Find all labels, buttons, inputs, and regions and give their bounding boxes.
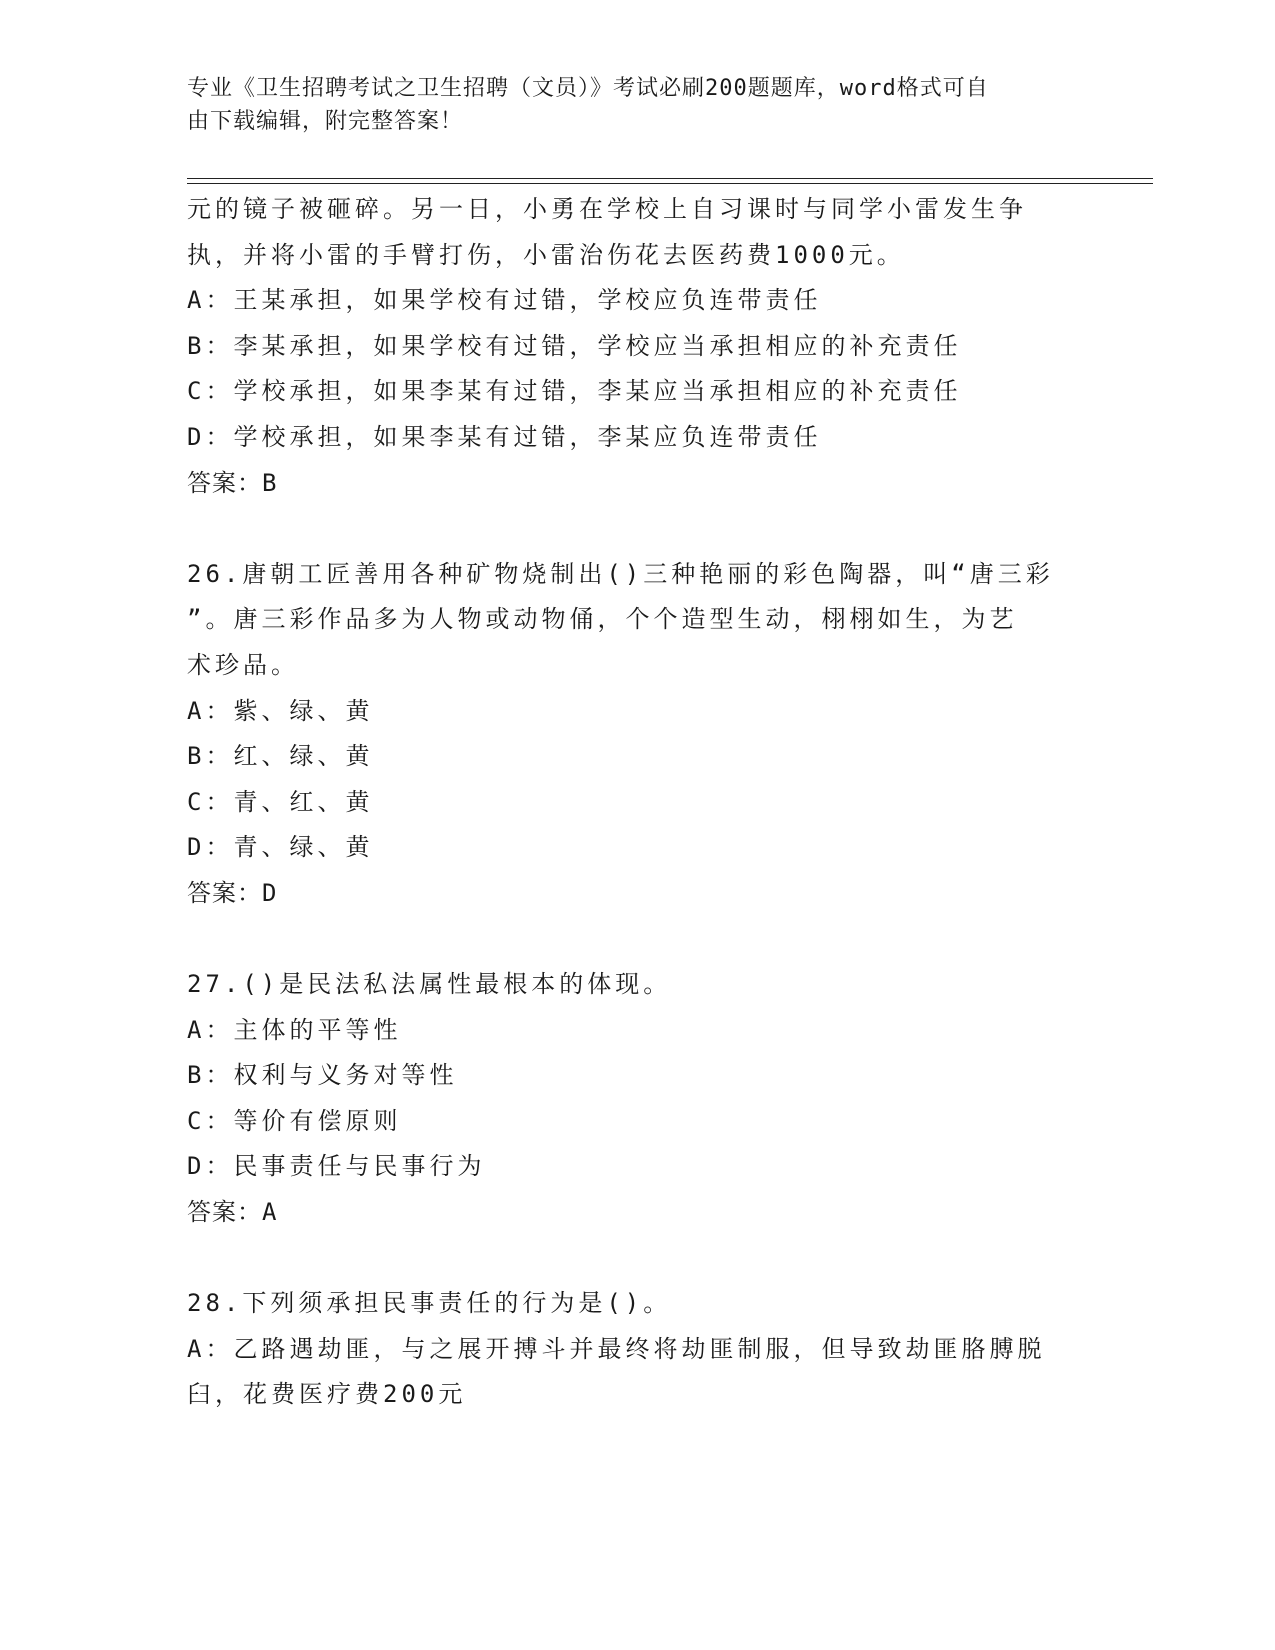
option-b: B：李某承担，如果学校有过错，学校应当承担相应的补充责任 <box>187 331 962 360</box>
question-28 <box>187 1281 1087 1418</box>
option-a: A：乙路遇劫匪，与之展开搏斗并最终将劫匪制服，但导致劫匪胳膊脱 <box>187 1334 1046 1363</box>
option-d: D：学校承担，如果李某有过错，李某应负连带责任 <box>187 422 822 451</box>
header-divider-top <box>187 178 1153 179</box>
option-b: B：权利与义务对等性 <box>187 1061 458 1090</box>
spacer <box>187 1236 1087 1282</box>
spacer <box>187 917 1087 963</box>
option-c: C：青、红、黄 <box>187 787 374 816</box>
question-stem-line: ”。唐三彩作品多为人物或动物俑，个个造型生动，栩栩如生，为艺 <box>187 605 1018 634</box>
question-26 <box>187 552 1087 917</box>
question-stem-line: 27.()是民法私法属性最根本的体现。 <box>187 970 672 999</box>
question-27 <box>187 962 1087 1236</box>
option-d: D：青、绿、黄 <box>187 833 374 862</box>
header-divider-bottom <box>187 183 1153 184</box>
header-line-2: 由下载编辑，附完整答案！ <box>187 109 464 134</box>
option-a: A：紫、绿、黄 <box>187 696 374 725</box>
question-25 <box>187 187 1087 506</box>
answer: 答案：A <box>187 1198 278 1227</box>
option-c: C：等价有偿原则 <box>187 1106 402 1135</box>
question-stem-line: 28.下列须承担民事责任的行为是()。 <box>187 1289 672 1318</box>
option-a: A：主体的平等性 <box>187 1015 402 1044</box>
document-body <box>187 187 1087 1418</box>
spacer <box>187 506 1087 552</box>
option-b: B：红、绿、黄 <box>187 742 374 771</box>
question-stem-line: 执，并将小雷的手臂打伤，小雷治伤花去医药费1000元。 <box>187 240 905 269</box>
document-header <box>187 72 1067 138</box>
question-stem-line: 26.唐朝工匠善用各种矿物烧制出()三种艳丽的彩色陶器，叫“唐三彩 <box>187 559 1054 588</box>
option-c: C：学校承担，如果李某有过错，李某应当承担相应的补充责任 <box>187 377 962 406</box>
question-stem-line: 元的镜子被砸碎。另一日，小勇在学校上自习课时与同学小雷发生争 <box>187 195 1027 223</box>
answer: 答案：D <box>187 878 278 907</box>
header-line-1: 专业《卫生招聘考试之卫生招聘（文员）》考试必刷200题题库，word格式可自 <box>187 76 989 101</box>
question-stem-line: 术珍品。 <box>187 650 299 679</box>
answer: 答案：B <box>187 468 278 497</box>
option-d: D：民事责任与民事行为 <box>187 1152 486 1181</box>
option-a-continued: 臼，花费医疗费200元 <box>187 1380 467 1409</box>
option-a: A：王某承担，如果学校有过错，学校应负连带责任 <box>187 286 822 315</box>
